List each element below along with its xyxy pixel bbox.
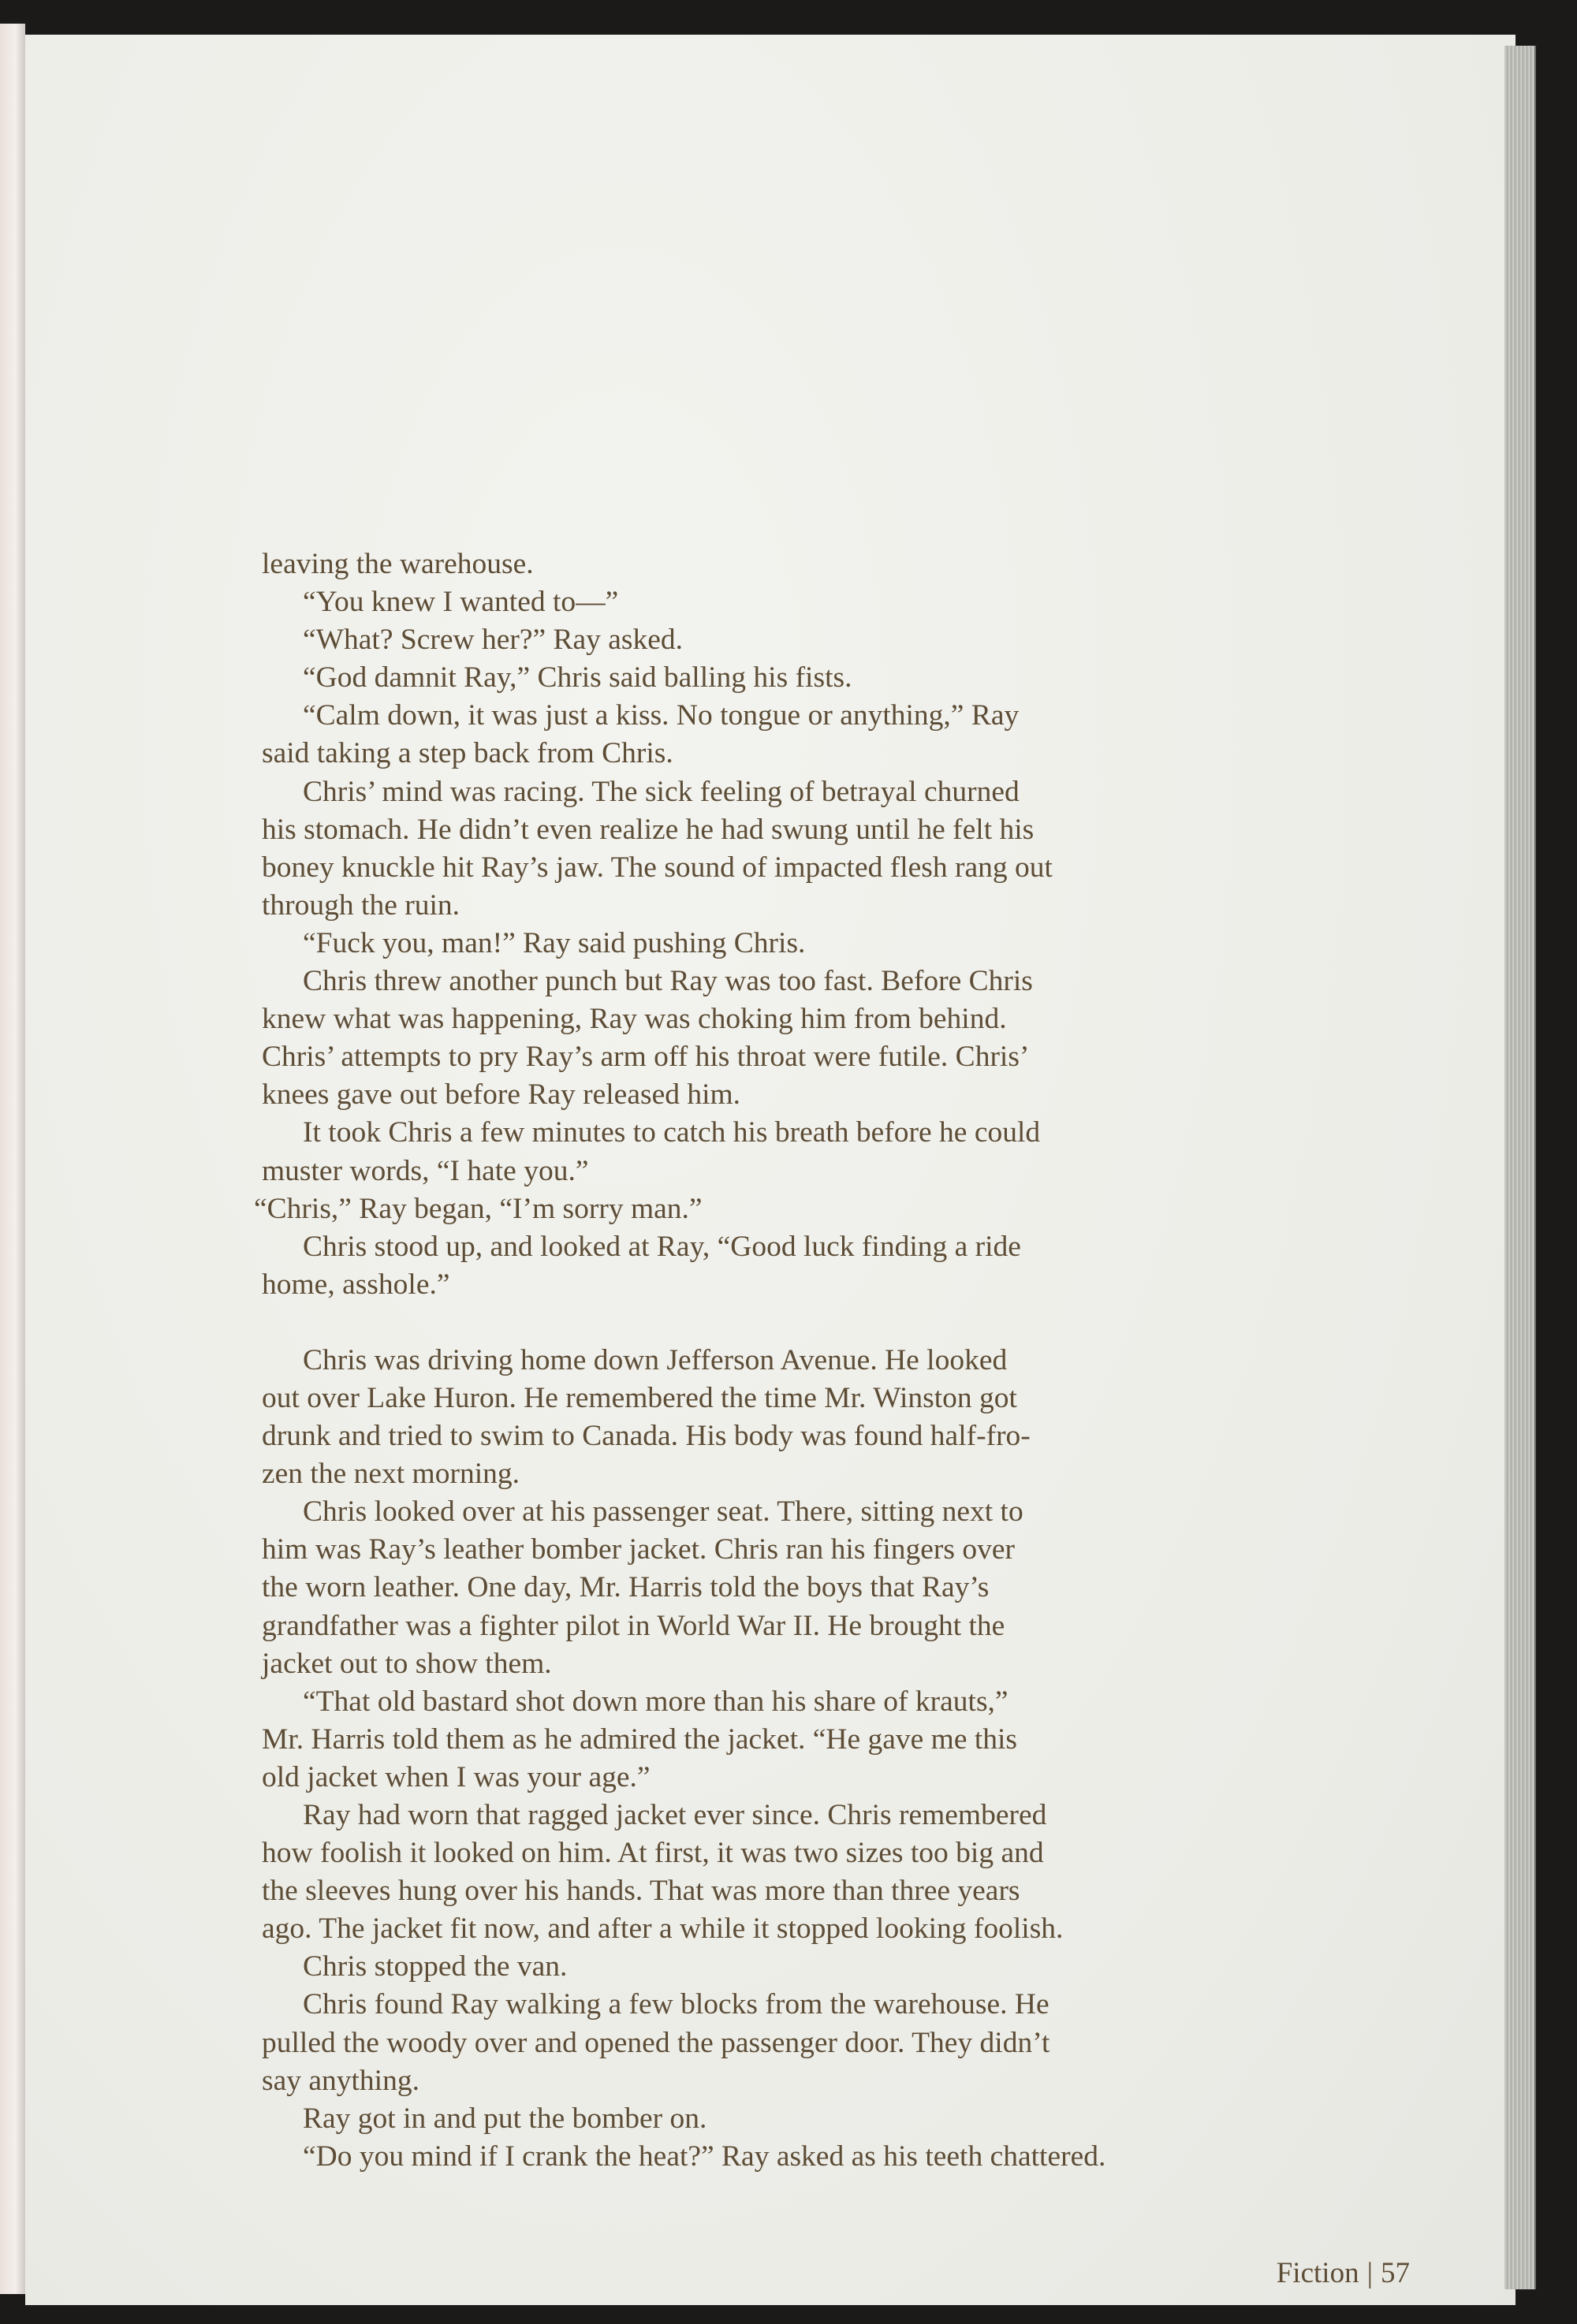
text-line: “What? Screw her?” Ray asked.: [303, 624, 684, 657]
text-line: Chris’ mind was racing. The sick feeling of betrayal churned: [303, 775, 1020, 808]
text-line: ago. The jacket fit now, and after a while it stopped looking foolish.: [262, 1912, 1064, 1946]
text-line: out over Lake Huron. He remembered the time Mr. Winston got: [262, 1381, 1017, 1414]
text-line: Chris found Ray walking a few blocks from the warehouse. He: [303, 1988, 1049, 2021]
text-line: Chris threw another punch but Ray was too fast. Before Chris: [303, 965, 1033, 998]
text-line: “Chris,” Ray began, “I’m sorry man.”: [254, 1192, 703, 1225]
page-stack-edge: [1504, 46, 1536, 2289]
text-line: Ray had worn that ragged jacket ever since. Chris remembered: [303, 1799, 1047, 1831]
story-text: [254, 546, 1247, 2176]
text-line: Chris stood up, and looked at Ray, “Good luck finding a ride: [303, 1230, 1021, 1263]
text-line: zen the next morning.: [262, 1458, 520, 1491]
text-line: through the ruin.: [262, 888, 460, 922]
text-line: jacket out to show them.: [262, 1647, 552, 1680]
text-line: leaving the warehouse.: [262, 548, 534, 580]
footer-separator: |: [1366, 2257, 1373, 2289]
text-line: knees gave out before Ray released him.: [262, 1078, 741, 1112]
text-line: grandfather was a fighter pilot in World War II. He brought the: [262, 1609, 1005, 1642]
text-line: Mr. Harris told them as he admired the jacket. “He gave me this: [262, 1723, 1018, 1756]
text-line: “Calm down, it was just a kiss. No tongue or anything,” Ray: [303, 699, 1020, 732]
text-line: It took Chris a few minutes to catch his breath before he could: [303, 1116, 1041, 1149]
text-line: drunk and tried to swim to Canada. His body was found half-fro-: [262, 1420, 1031, 1453]
text-line: muster words, “I hate you.”: [262, 1154, 589, 1187]
section-label: Fiction: [1276, 2257, 1359, 2289]
text-line: “God damnit Ray,” Chris said balling his fists.: [303, 661, 852, 695]
text-line: boney knuckle hit Ray’s jaw. The sound of impacted flesh rang out: [262, 851, 1053, 884]
text-line: “Fuck you, man!” Ray said pushing Chris.: [303, 926, 806, 959]
text-line: knew what was happening, Ray was choking him from behind.: [262, 1003, 1007, 1036]
text-line: Ray got in and put the bomber on.: [303, 2102, 707, 2135]
text-line: “That old bastard shot down more than his share of krauts,”: [303, 1685, 1008, 1718]
page-number: 57: [1381, 2257, 1410, 2289]
text-line: say anything.: [262, 2064, 419, 2097]
text-line: him was Ray’s leather bomber jacket. Chris ran his fingers over: [262, 1533, 1015, 1566]
text-line: pulled the woody over and opened the passenger door. They didn’t: [262, 2026, 1050, 2059]
text-line: Chris looked over at his passenger seat. There, sitting next to: [303, 1495, 1023, 1529]
text-line: the worn leather. One day, Mr. Harris told the boys that Ray’s: [262, 1571, 990, 1604]
facing-page-edge: [0, 24, 25, 2294]
text-line: “Do you mind if I crank the heat?” Ray asked as his teeth chattered.: [303, 2140, 1106, 2173]
page-footer: [1277, 2256, 1410, 2291]
text-line: the sleeves hung over his hands. That was more than three years: [262, 1875, 1020, 1908]
text-line: Chris’ attempts to pry Ray’s arm off his throat were futile. Chris’: [262, 1041, 1030, 1074]
text-line: home, asshole.”: [262, 1268, 450, 1301]
text-line: how foolish it looked on him. At first, it was two sizes too big and: [262, 1837, 1044, 1870]
text-line: Chris was driving home down Jefferson Avenue. He looked: [303, 1343, 1008, 1376]
text-line: old jacket when I was your age.”: [262, 1760, 651, 1793]
text-line: said taking a step back from Chris.: [262, 737, 673, 770]
text-line: Chris stopped the van.: [303, 1950, 568, 1983]
text-line: “You knew I wanted to—”: [303, 586, 619, 619]
text-line: his stomach. He didn’t even realize he had swung until he felt his: [262, 813, 1035, 846]
